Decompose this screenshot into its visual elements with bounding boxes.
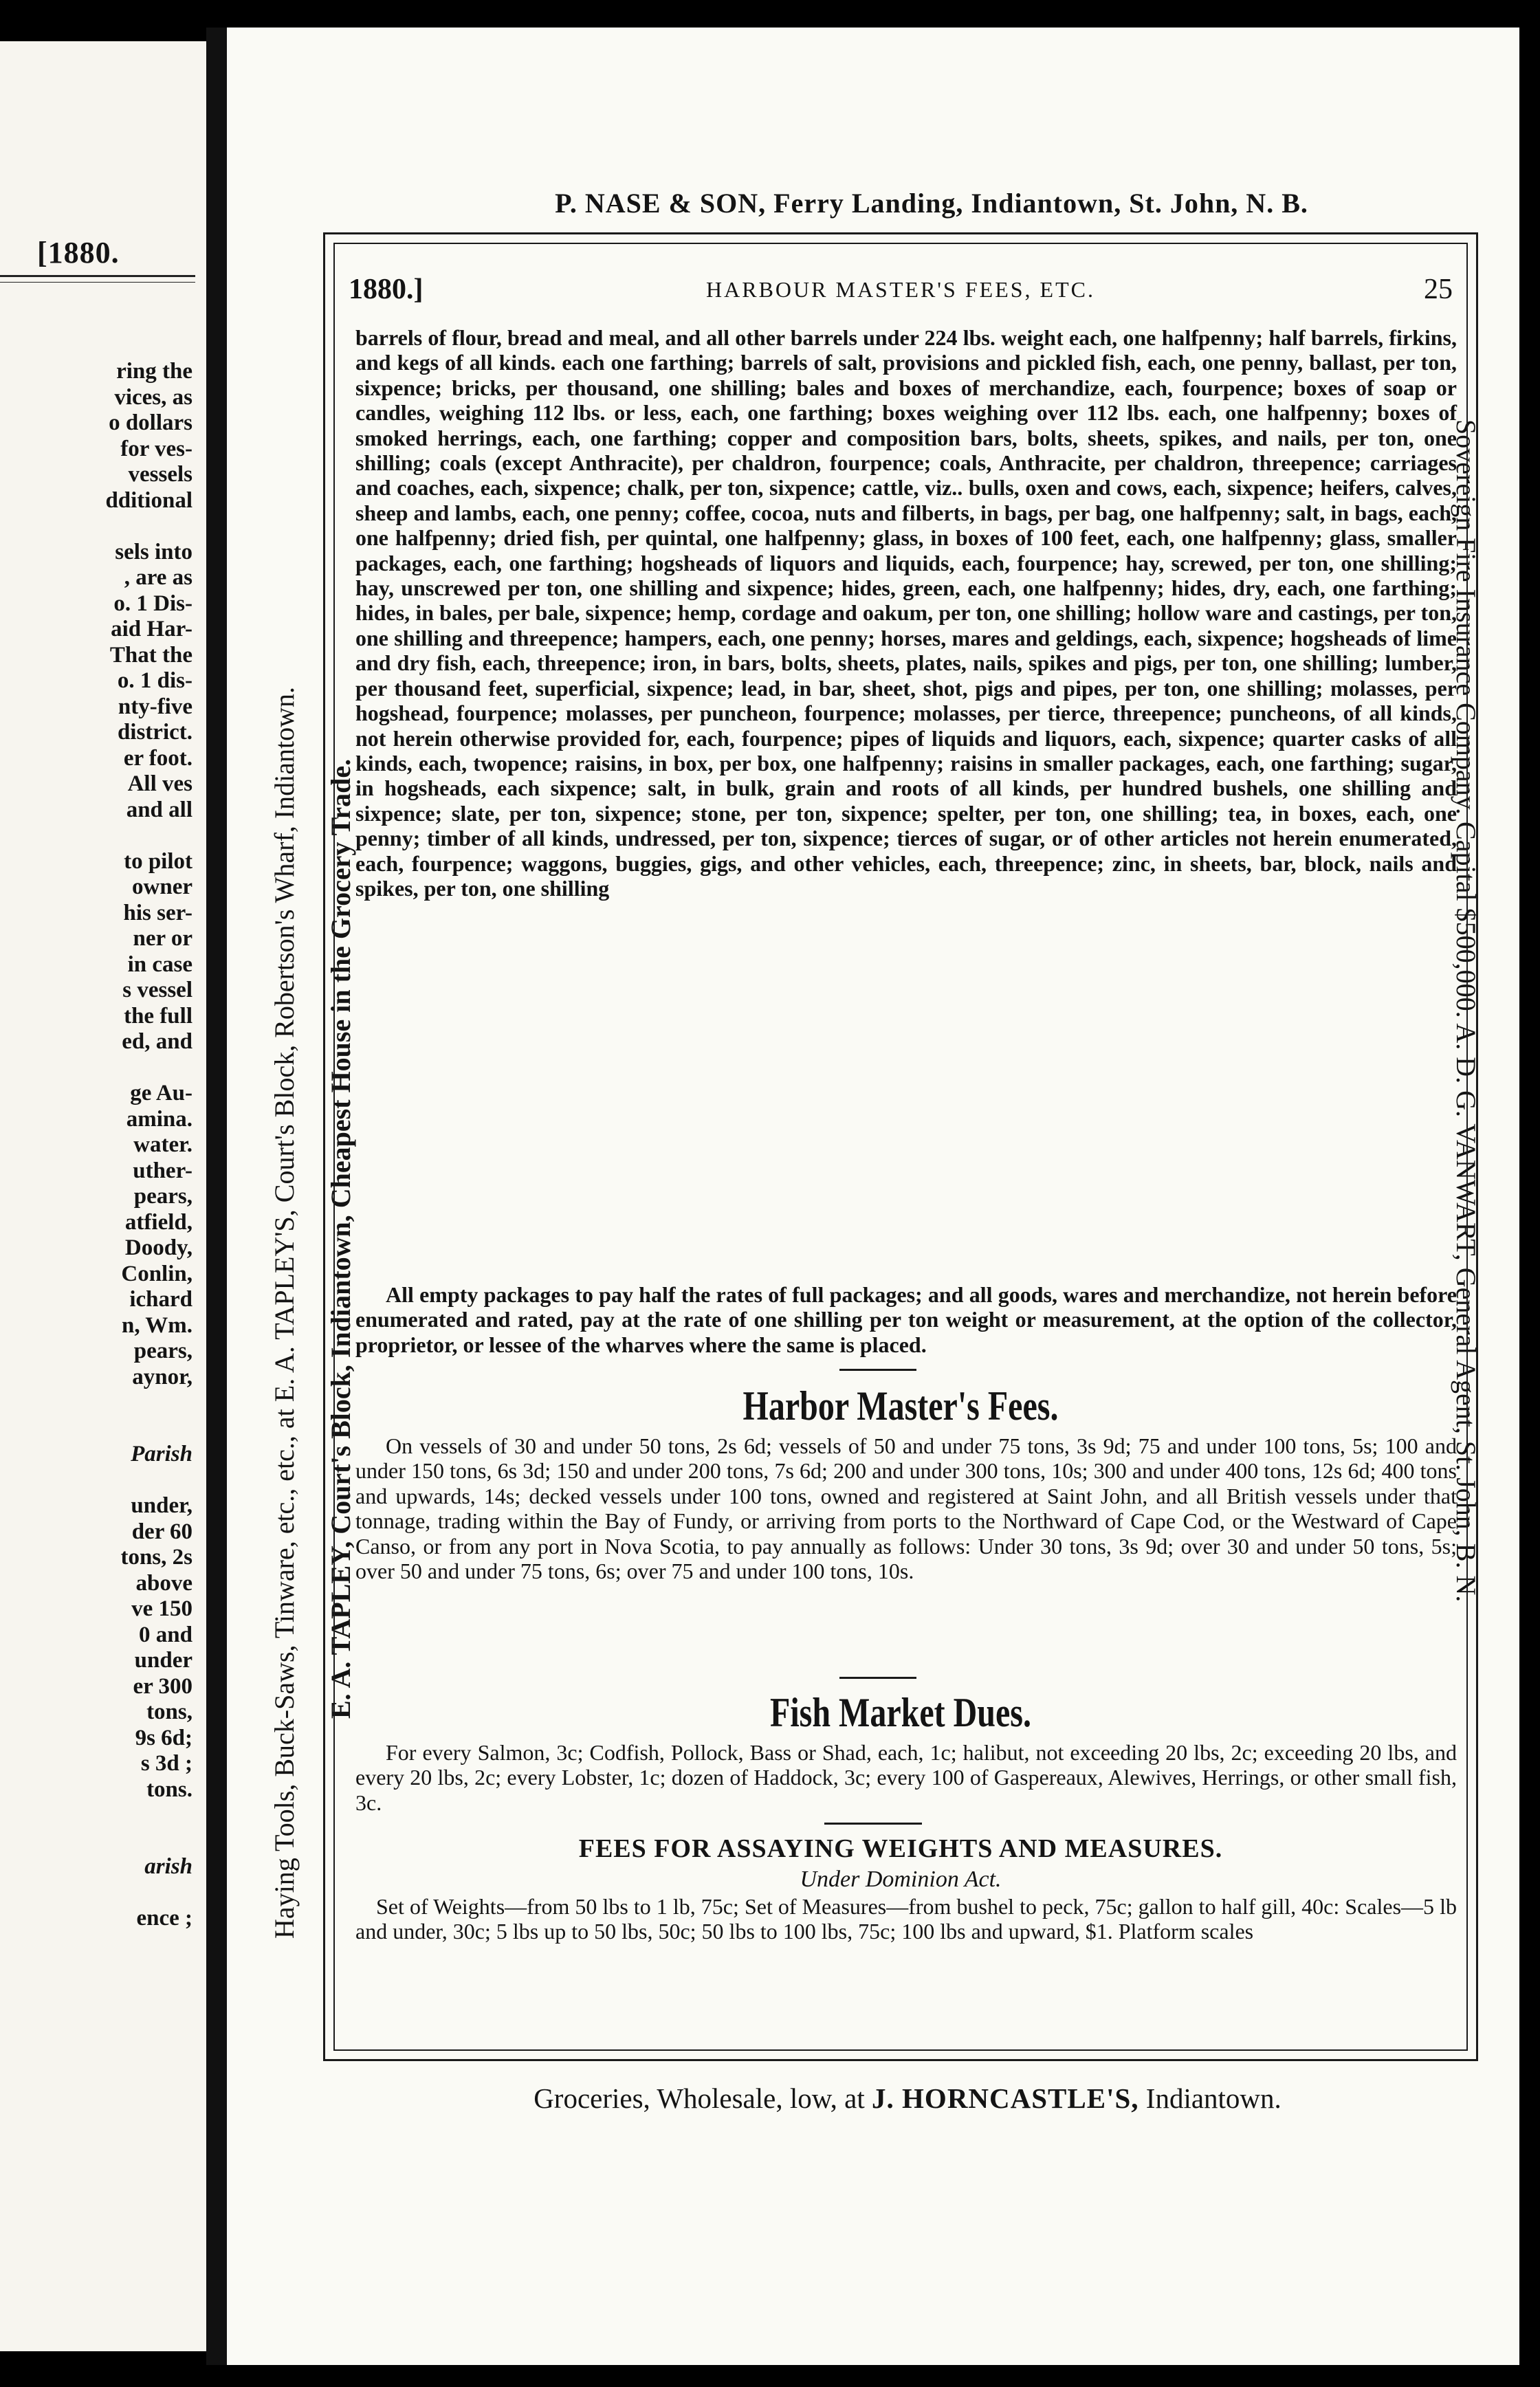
left-page-line: 9s 6d;	[135, 1725, 192, 1750]
fish-market-dues-paragraph: For every Salmon, 3c; Codfish, Pollock, Bass or Shad, each, 1c; halibut, not exceeding 20 lbs, 2c; exceeding 20 lbs, and every 20 lbs, 2c; every Lobster, 1c; dozen of Haddock, 3c; every 100 of Gaspereaux, Alewives, Herrings, or other small fish, 3c.	[355, 1740, 1457, 1815]
left-page-line: aid Har-	[111, 617, 192, 641]
footer-ad-name: J. HORNCASTLE'S,	[872, 2082, 1139, 2114]
left-page-line: under,	[131, 1493, 192, 1518]
left-page-line: tons.	[146, 1776, 192, 1802]
left-page-line: arish	[144, 1854, 192, 1879]
section-separator	[839, 1369, 916, 1371]
left-page-line	[0, 1416, 192, 1442]
left-page-line: owner	[132, 874, 192, 899]
left-page-line: , are as	[124, 565, 192, 590]
left-page-line: n, Wm.	[122, 1312, 192, 1338]
left-margin-advertisement-inner: E. A. TAPLEY, Court's Block, Indiantown, Cheapest House in the Grocery Trade.	[325, 758, 356, 1719]
left-page-line: for ves-	[120, 436, 192, 461]
left-page-line: ve 150	[131, 1596, 192, 1621]
left-page-line: and all	[126, 797, 192, 822]
left-page-line	[0, 1468, 192, 1494]
assaying-fees-subheading: Under Dominion Act.	[800, 1867, 1002, 1892]
left-page-year: [1880.	[37, 236, 120, 270]
book-gutter	[206, 28, 227, 2365]
left-page-line: sels into	[115, 539, 192, 564]
section-separator	[839, 1677, 916, 1679]
left-page-line: vessels	[128, 462, 192, 487]
left-page-line	[0, 514, 192, 540]
left-page-line: ed, and	[122, 1029, 192, 1054]
left-page-line: s vessel	[122, 978, 192, 1002]
footer-advertisement	[358, 2082, 1458, 2115]
main-page	[227, 28, 1519, 2365]
wharfage-rates-paragraph: barrels of flour, bread and meal, and all other barrels under 224 lbs. weight each, one halfpenny; half barrels, firkins, and kegs of all kinds. each one farthing; barrels of salt, provisions and pickled fish, each, one penny, ballast, per ton, sixpence; bricks, per thousand, one shilling; bales and boxes of merchandize, each, fourpence; boxes of soap or candles, weighing 112 lbs. or less, each, one farthing; boxes weighing over 112 lbs. each, one halfpenny; boxes of smoked herrings, each, one farthing; copper and composition bars, bolts, sheets, spikes, and nails, per ton, one shilling; coals (except Anthracite), per chaldron, fourpence; coals, Anthracite, per chaldron, threepence; carriages and coaches, each, sixpence; chalk, per ton, sixpence; cattle, viz.. bulls, oxen and cows, each, sixpence; heifers, calves, sheep and lambs, each, one penny; coffee, cocoa, nuts and filberts, in bags, per bag, one halfpenny; salt, in bags, each, one halfpenny; dried fish, per quintal, one halfpenny; glass, in boxes of 100 feet, each, one halfpenny; glass, smaller packages, each, one farthing; hogsheads of liquors and liquids, each, fourpence; hay, screwed, per ton, one shilling; hay, unscrewed per ton, one shilling and sixpence; hides, green, each, one halfpenny; hides, dry, each, one farthing; hides, in bales, per bale, sixpence; hemp, cordage and oakum, per ton, one shilling; hollow ware and castings, per ton, one shilling and threepence; hampers, each, one penny; horses, mares and geldings, each, sixpence; hogsheads of lime and dry fish, each, threepence; iron, in bars, bolts, sheets, plates, nails, spikes and pigs, per ton, one shilling; lumber, per thousand feet, superficial, sixpence; lead, in bar, sheet, shot, pigs and pipes, per ton, one shilling; molasses, per hogshead, fourpence; molasses, per puncheon, fourpence; molasses, per tierce, threepence; puncheons, of all kinds, not herein otherwise provided for, each, fourpence; pipes of liquids and liquors, each, sixpence; quarter casks of all kinds, each, twopence; raisins, in box, per box, one halfpenny; raisins in smaller packages, each, one farthing; sugar, in hogsheads, each sixpence; salt, in bulk, grain and roots of all kinds, per hundred bushels, one shilling and sixpence; slate, per ton, sixpence; stone, per ton, sixpence; spelter, per ton, one shilling; tea, in boxes, each, one penny; timber of all kinds, undressed, per ton, sixpence; tierces of sugar, or of other articles not herein enumerated, each, fourpence; waggons, buggies, gigs, and other vehicles, each, threepence; zinc, in sheets, bar, block, nails and spikes, per ton, one shilling	[355, 325, 1457, 901]
left-page-line	[0, 1055, 192, 1081]
running-head-title: HARBOUR MASTER'S FEES, ETC.	[706, 277, 1095, 302]
left-page-line	[0, 1880, 192, 1906]
left-page-line: ichard	[129, 1287, 192, 1312]
left-page-line: in case	[127, 952, 192, 977]
running-head-year: 1880.]	[349, 274, 424, 305]
left-page-line: pears,	[133, 1184, 192, 1209]
left-page-line: pears,	[133, 1339, 192, 1363]
footer-ad-suffix: Indiantown.	[1145, 2082, 1282, 2114]
left-page-line: amina.	[126, 1106, 192, 1132]
left-page-line: ner or	[133, 926, 192, 951]
left-page-line	[0, 823, 192, 849]
content-frame	[323, 232, 1478, 2061]
assaying-fees-heading: FEES FOR ASSAYING WEIGHTS AND MEASURES.	[578, 1834, 1223, 1863]
left-page-line: nty-five	[118, 694, 192, 719]
left-page-line: ring the	[116, 359, 192, 384]
left-page-line: dditional	[105, 487, 192, 513]
left-page-line: water.	[133, 1132, 192, 1157]
left-page-line: to pilot	[124, 848, 192, 874]
left-page-line: Parish	[131, 1442, 192, 1466]
left-page-fragment	[0, 41, 206, 2351]
left-page-line: above	[135, 1570, 192, 1596]
left-page-line: tons,	[146, 1700, 192, 1724]
left-page-line: ge Au-	[130, 1081, 192, 1106]
empty-packages-paragraph: All empty packages to pay half the rates of full packages; and all goods, wares and merchandize, not herein before enumerated and rated, pay at the rate of one shilling per ton weight or measurement, at the option of the collector, proprietor, or lessee of the wharves where the same is placed.	[355, 1282, 1457, 1357]
left-page-line: his ser-	[123, 900, 192, 925]
left-page-line	[0, 1390, 192, 1416]
left-page-line: o dollars	[109, 410, 192, 435]
left-page-line: aynor,	[132, 1364, 192, 1389]
left-page-top-rule-thin	[0, 282, 195, 283]
section-separator	[824, 1823, 922, 1825]
left-page-line: o. 1 dis-	[117, 668, 192, 693]
left-page-line: vices, as	[114, 384, 192, 410]
page-number: 25	[1424, 274, 1453, 305]
left-page-line: tons, 2s	[120, 1545, 192, 1570]
left-page-line: uther-	[133, 1158, 192, 1183]
left-page-line: er 300	[133, 1673, 192, 1699]
left-page-line: under	[134, 1648, 192, 1673]
left-page-line: Doody,	[124, 1235, 192, 1260]
left-page-line: o. 1 Dis-	[113, 591, 192, 616]
harbor-master-fees-heading: Harbor Master's Fees.	[742, 1383, 1059, 1429]
harbor-master-fees-paragraph: On vessels of 30 and under 50 tons, 2s 6d; vessels of 50 and under 75 tons, 3s 9d; 75 and under 100 tons, 5s; 100 and under 150 tons, 6s 3d; 150 and under 200 tons, 7s 6d; 200 and under 300 tons, 10s; 300 and under 400 tons, 12s 6d; 400 tons and upwards, 14s; decked vessels under 100 tons, owned and registered at Saint John, and all British vessels under that tonnage, trading within the Bay of Fundy, or arriving from ports to the Northward of Cape Cod, or the Westward of Cape Canso, or from any port in Nova Scotia, to pay annually as follows: Under 30 tons, 3s 9d; over 30 and under 50 tons, 5s; over 50 and under 75 tons, 6s; over 75 and under 100 tons, 10s.	[355, 1433, 1457, 1584]
left-page-line: er foot.	[123, 745, 192, 771]
left-page-line: ence ;	[136, 1906, 192, 1930]
left-page-text-fragments	[0, 359, 192, 1932]
left-page-line: s 3d ;	[140, 1751, 192, 1776]
left-page-top-rule	[0, 275, 195, 277]
header-advertisement: P. NASE & SON, Ferry Landing, Indiantown, St. John, N. B.	[555, 188, 1308, 219]
left-page-line: All ves	[127, 771, 192, 796]
fish-market-dues-heading: Fish Market Dues.	[770, 1690, 1031, 1735]
left-page-line: 0 and	[139, 1622, 192, 1647]
left-page-line: atfield,	[124, 1209, 192, 1235]
footer-ad-prefix: Groceries, Wholesale, low, at	[534, 2082, 865, 2114]
right-margin-advertisement: Sovereign Fire Insurance Company. Capital $500,000. A. D. G. VANWART, General Agent, St. John, B. N.	[1451, 419, 1482, 1603]
left-page-line	[0, 1803, 192, 1829]
left-page-line: Conlin,	[121, 1261, 192, 1286]
left-page-line: district.	[117, 720, 192, 745]
left-page-line: That the	[109, 642, 192, 668]
left-margin-advertisement-outer: Haying Tools, Buck-Saws, Tinware, etc., etc., at E. A. TAPLEY'S, Court's Block, Robertson's Wharf, Indiantown.	[269, 686, 300, 1939]
left-page-line	[0, 1829, 192, 1855]
left-page-line: the full	[124, 1003, 192, 1028]
assaying-fees-paragraph: Set of Weights—from 50 lbs to 1 lb, 75c; Set of Measures—from bushel to peck, 75c; gallon to half gill, 40c: Scales—5 lb and under, 30c; 5 lbs up to 50 lbs, 50c; 50 lbs to 100 lbs, 75c; 100 lbs and upward, $1. Platform scales	[355, 1894, 1457, 1944]
running-head	[349, 273, 1453, 307]
content-frame-inner	[333, 243, 1468, 2051]
left-page-line: der 60	[131, 1519, 192, 1544]
